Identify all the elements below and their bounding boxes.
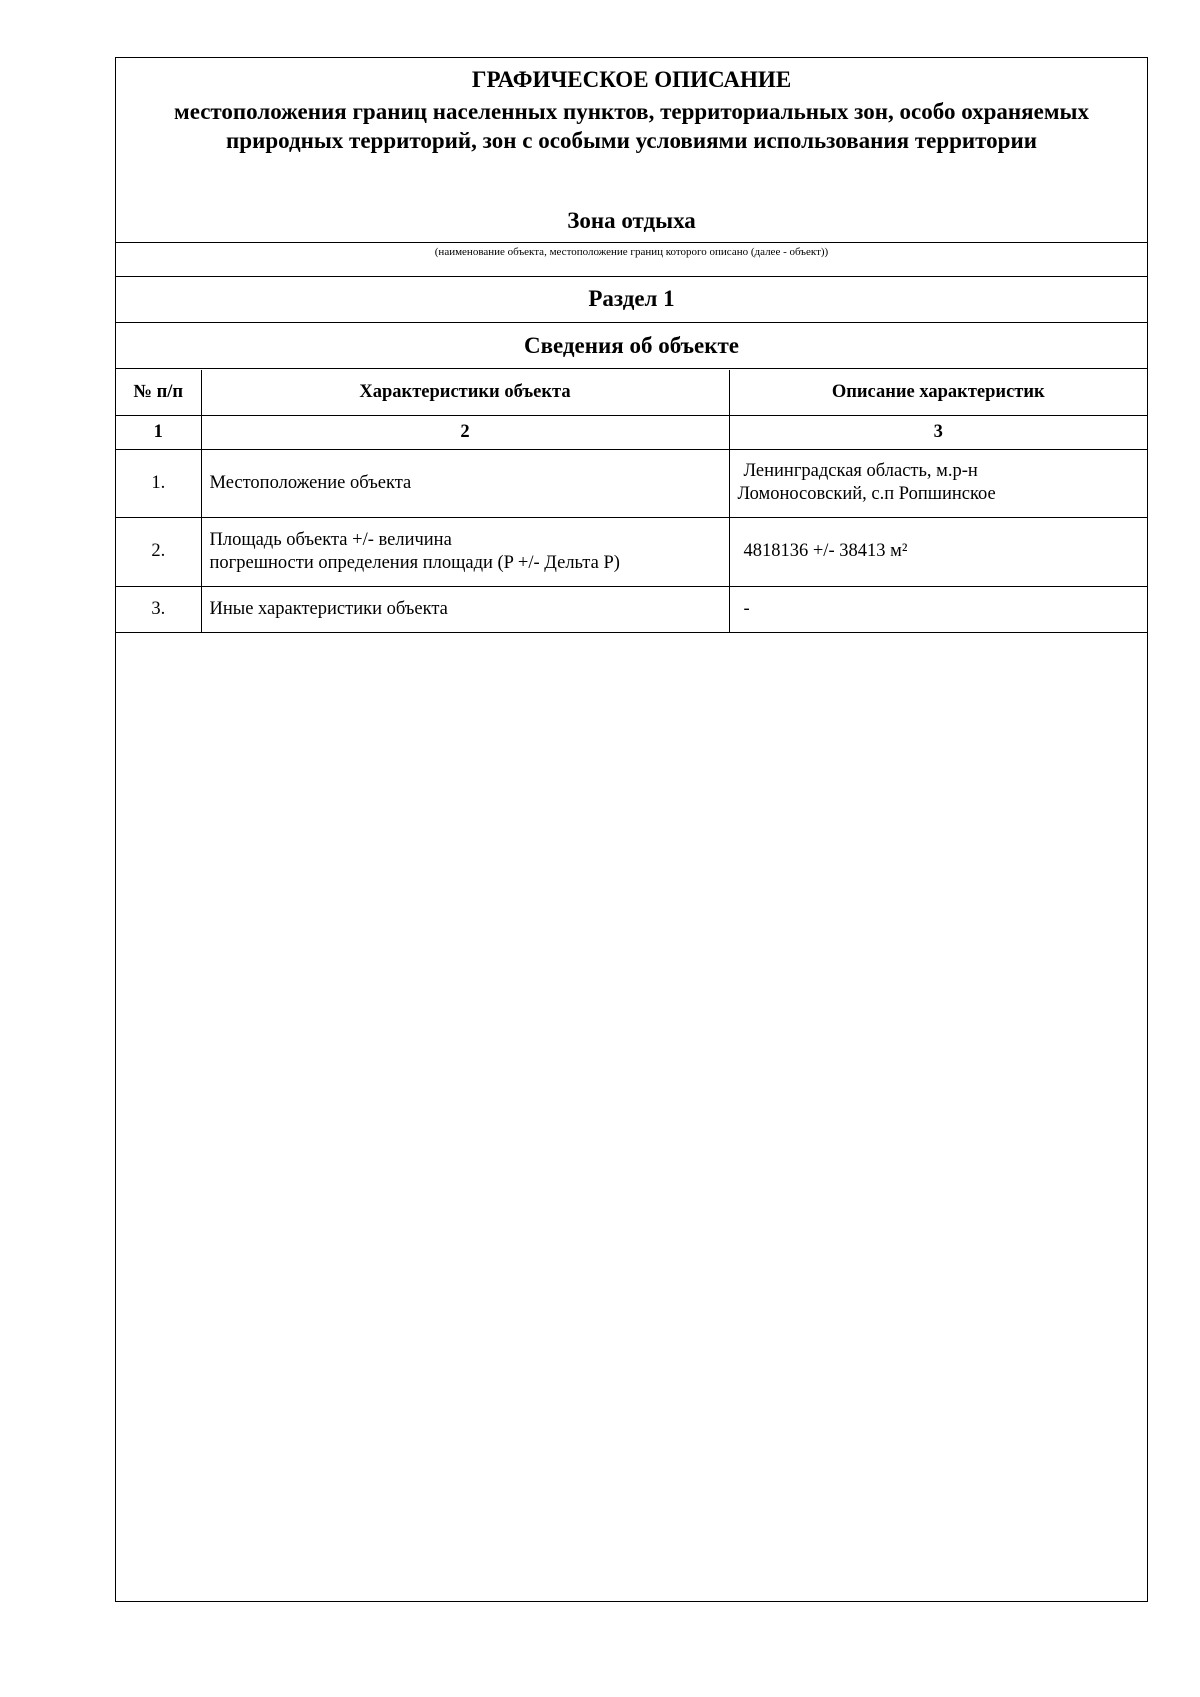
header-characteristic: Характеристики объекта [201,370,729,415]
header-description: Описание характеристик [729,370,1147,415]
description-line: Ломоносовский, с.п Ропшинское [737,484,996,504]
row-number: 2. [116,517,201,586]
document-subtitle: местоположения границ населенных пунктов, территориальных зон, особо охраняемых природных территорий, зон с особыми условиями использования территории [174,99,1089,153]
characteristic-line: погрешности определения площади (P +/- Дельта P) [209,552,620,573]
row-characteristic [201,517,729,586]
row-number: 1. [116,449,201,517]
divider [116,242,1147,243]
header-number: № п/п [116,370,201,415]
column-number: 2 [201,415,729,449]
section-heading: Раздел 1 [588,286,675,311]
row-description: 4818136 +/- 38413 м² [729,517,1147,586]
column-number-row [116,415,1147,449]
row-description [729,449,1147,517]
divider [116,368,1147,369]
column-number: 1 [116,415,201,449]
table-row [116,586,1147,632]
object-name: Зона отдыха [567,208,696,233]
row-characteristic: Иные характеристики объекта [201,586,729,632]
row-description: - [729,586,1147,632]
table-header-row [116,370,1147,415]
row-number: 3. [116,586,201,632]
object-info-table [116,370,1147,633]
characteristic-line: Площадь объекта +/- величина [209,529,452,550]
table-row [116,517,1147,586]
section-title: Сведения об объекте [523,333,740,358]
document-header [116,58,1147,243]
row-characteristic: Местоположение объекта [201,449,729,517]
document-frame [115,57,1148,1602]
document-title: ГРАФИЧЕСКОЕ ОПИСАНИЕ [471,67,792,92]
column-number: 3 [729,415,1147,449]
object-name-caption: (наименование объекта, местоположение границ которого описано (далее - объект)) [434,246,829,258]
description-line: Ленинградская область, м.р-н [743,461,978,481]
table-row [116,449,1147,517]
